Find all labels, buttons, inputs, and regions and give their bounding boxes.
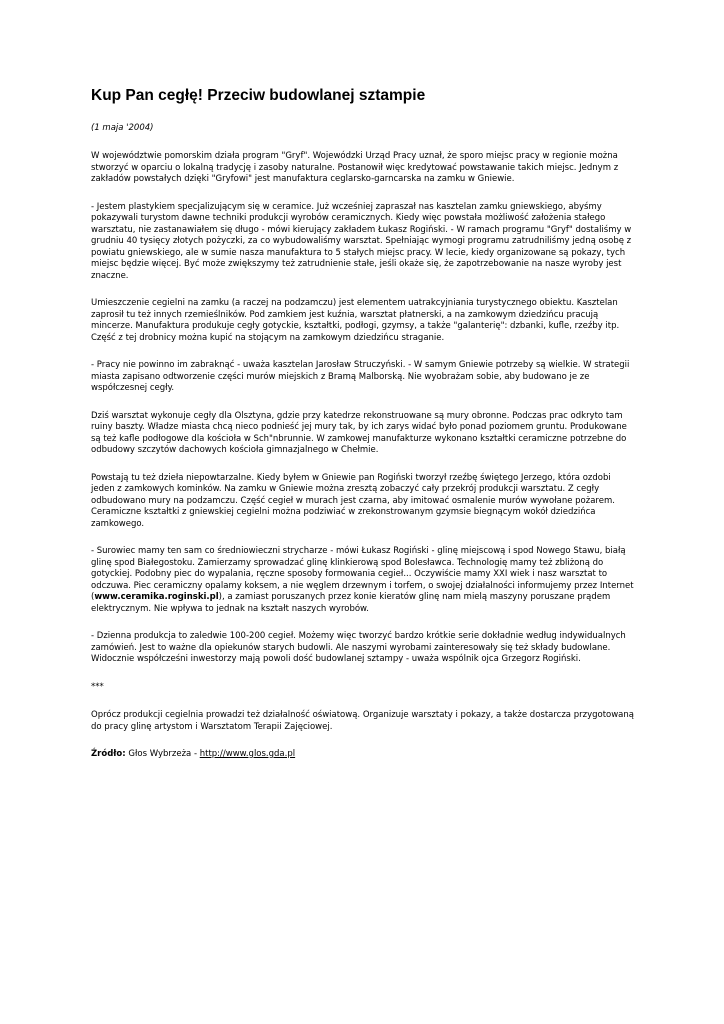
paragraph: W województwie pomorskim działa program "Gryf". Wojewódzki Urząd Pracy uznał, że sporo miejsc pracy w regionie można stworzyć w oparciu o lokalną tradycję i zasoby naturalne. Postanowił więc kredytować powstawanie takich miejsc. Jednym z zakładów powstałych dzięki "Gryfowi" jest manufaktura ceglarsko-garncarska na zamku w Gniewie. <box>91 151 619 184</box>
article-date: (1 maja '2004) <box>91 123 154 133</box>
paragraph: Oprócz produkcji cegielnia prowadzi też działalność oświatową. Organizuje warsztaty i pokazy, a także dostarcza przygotowaną do pracy glinę artystom i Warsztatom Terapii Zajęciowej. <box>91 710 634 732</box>
website-url: www.ceramika.roginski.pl <box>94 592 219 602</box>
article-body <box>91 151 636 777</box>
paragraph: - Pracy nie powinno im zabraknąć - uważa kasztelan Jarosław Struczyński. - W samym Gniewie potrzeby są wielkie. W strategii miasta zapisano odtworzenie części murów miejskich z Bramą Malborską. Nie wyobrażam sobie, aby budowano je ze współczesnej cegły. <box>91 360 630 393</box>
paragraph-with-url <box>91 546 636 615</box>
paragraph: Dziś warsztat wykonuje cegły dla Olsztyna, gdzie przy katedrze rekonstruowane są mury obronne. Podczas prac odkryto tam ruiny baszty. Władze miasta chcą nieco podnieść jej mury tak, by ich zarys widać było ponad poziomem gruntu. Produkowane są też kafle podłogowe dla kościoła w Sch"nbrunnie. W zamkowej manufakturze wykonano kształtki ceramiczne potrzebne do odbudowy szczytów dachowych kościoła gimnazjalnego w Chełmie. <box>91 410 627 455</box>
section-separator: *** <box>91 681 104 692</box>
source-line <box>91 749 636 761</box>
source-label: Źródło: <box>91 749 126 759</box>
paragraph: Powstają tu też dzieła niepowtarzalne. Kiedy byłem w Gniewie pan Rogiński tworzył rzeźbę świętego Jerzego, która ozdobi jeden z zamkowych kominków. Na zamku w Gniewie można zresztą zobaczyć cały przekrój produkcji warsztatu. Z cegły odbudowano mury na podzamczu. Część cegieł w murach jest czarna, aby imitować osmalenie murów wywołane pożarem. Ceramiczne kształtki z gniewskiej cegielni można podziwiać w zrekonstrowanym gzymsie biegnącym wokół dziedzińca zamkowego. <box>91 472 615 529</box>
paragraph-text: ), a zamiast poruszanych przez konie kieratów glinę nam mielą maszyny poruszane prądem elektrycznym. Nie wpływa to jednak na kształt naszych wyrobów. <box>91 592 611 614</box>
paragraph: - Jestem plastykiem specjalizującym się w ceramice. Już wcześniej zapraszał nas kasztelan zamku gniewskiego, abyśmy pokazywali turystom dawne techniki produkcji wyrobów ceramicznych. Kiedy więc powstała możliwość założenia stałego warsztatu, nie zastanawiałem się długo - mówi kierujący zakładem Łukasz Rogiński. - W ramach programu "Gryf" dostaliśmy w grudniu 40 tysięcy złotych pożyczki, za co wybudowaliśmy warsztat. Spełniając wymogi programu zatrudniliśmy jedną osobę z powiatu gniewskiego, ale w sumie nasza manufaktura to 5 stałych miejsc pracy. W lecie, kiedy organizowane są pokazy, tych miejsc będzie więcej. Być może zwiększymy też zatrudnienie stałe, jeśli okaże się, że zapotrzebowanie na nasze wyroby jest znaczne. <box>91 201 632 281</box>
source-name: Głos Wybrzeża - <box>128 749 200 759</box>
paragraph: - Dzienna produkcja to zaledwie 100-200 cegieł. Możemy więc tworzyć bardzo krótkie serie dokładnie według indywidualnych zamówień. Jest to ważne dla opiekunów starych budowli. Ale naszymi wyrobami zainteresowały się też składy budowlane. Widocznie współcześni inwestorzy mają powoli dość budowlanej sztampy - uważa wspólnik ojca Grzegorz Rogiński. <box>91 631 626 664</box>
paragraph: Umieszczenie cegielni na zamku (a raczej na podzamczu) jest elementem uatrakcyjniania turystycznego obiektu. Kasztelan zaprosił tu też innych rzemieślników. Pod zamkiem jest kuźnia, warsztat płatnerski, a na zamkowym dziedzińcu pracują mincerze. Manufaktura produkuje cegły gotyckie, kształtki, podłogi, gzymsy, a także "galanterię": dzbanki, kufle, rzeźby itp. Część z tej drobnicy można kupić na stojącym na zamkowym dziedzińcu straganie. <box>91 298 620 343</box>
article-title: Kup Pan cegłę! Przeciw budowlanej sztampie <box>91 87 426 104</box>
paragraph-text: - Surowiec mamy ten sam co średniowieczni strycharze - mówi Łukasz Rogiński - glinę miejscową i spod Nowego Stawu, białą glinę spod Białegostoku. Zamierzamy sprowadzać glinę klinkierową spod Bolesławca. Technologię mamy też zbliżoną do gotyckiej. Podobny piec do wypalania, ręczne sposoby formowania cegieł... Oczywiście mamy XXI wiek i nasz warsztat to odczuwa. Piec ceramiczny opalamy koksem, a nie węglem drzewnym i torfem, o swojej działalności informujemy przez Internet ( <box>91 546 634 602</box>
source-link[interactable]: http://www.glos.gda.pl <box>199 749 296 759</box>
